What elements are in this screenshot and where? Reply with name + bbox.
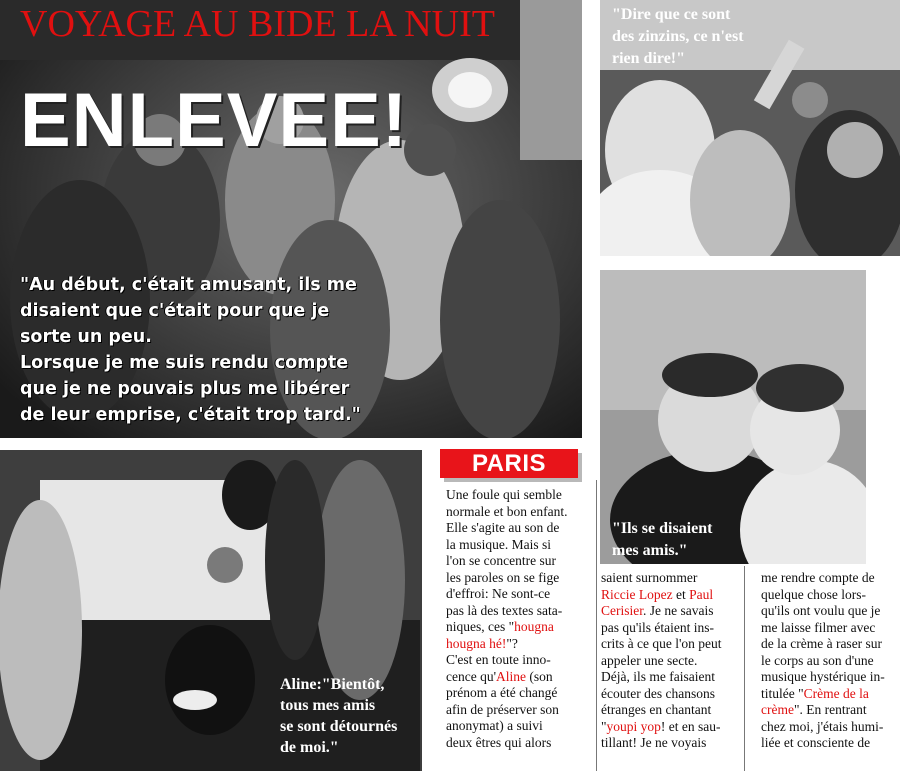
article-text: anonymat) a suivi: [446, 718, 543, 733]
article-text: Déjà, ils me faisaient: [601, 669, 715, 684]
bottom-left-quote-line: se sont détournés: [280, 718, 398, 735]
article-text: pas là des textes sata-: [446, 602, 563, 618]
highlighted-text: Crème de la: [803, 685, 869, 701]
article-text: l'on se concentre sur: [446, 553, 557, 568]
main-quote: [20, 272, 580, 428]
column-divider: [596, 480, 597, 771]
highlighted-text: crème: [761, 702, 794, 717]
main-quote-line: disaient que c'était pour que je: [20, 301, 330, 321]
bottom-left-quote-line: tous mes amis: [280, 697, 376, 714]
article-line: [446, 520, 596, 537]
article-line: [446, 735, 596, 752]
article-text: niques, ces ": [446, 619, 515, 634]
article-text: ": [601, 718, 607, 734]
article-text: les paroles on se fige: [446, 569, 560, 585]
article-text: liée et consciente de: [761, 735, 871, 750]
article-line: [446, 685, 596, 702]
article-text: pas qu'ils étaient ins-: [601, 619, 715, 635]
section-banner: [440, 449, 578, 478]
article-line: [761, 669, 899, 686]
article-text: ! et en sau-: [660, 718, 721, 734]
article-text: et: [672, 586, 690, 602]
article-text: "?: [506, 635, 518, 651]
main-quote-line: sorte un peu.: [20, 327, 152, 347]
article-line: [601, 735, 737, 752]
article-line: [446, 603, 596, 620]
article-line: [601, 669, 737, 686]
article-line: [601, 719, 737, 736]
article-line: [446, 718, 596, 735]
article-line: [601, 570, 737, 587]
kicker-title: VOYAGE AU BIDE LA NUIT: [20, 3, 495, 45]
article-text: me laisse filmer avec: [761, 619, 876, 635]
bottom-left-quote-line: Aline:"Bientôt,: [280, 676, 385, 693]
article-line: [601, 620, 737, 637]
article-text: d'effroi: Ne sont-ce: [446, 586, 551, 601]
top-right-quote: [612, 4, 792, 70]
highlighted-text: hougna: [514, 619, 554, 634]
article-line: [761, 719, 899, 736]
article-text: ". En rentrant: [793, 702, 867, 717]
article-line: [446, 504, 596, 521]
article-line: [761, 587, 899, 604]
article-text: qu'ils ont voulu que je: [761, 603, 881, 618]
article-text: chez moi, j'étais humi-: [761, 718, 884, 734]
article-text: de la crème à raser sur: [761, 636, 883, 651]
top-right-quote-line: des zinzins, ce n'est: [612, 28, 744, 45]
middle-right-quote-line: "Ils se disaient: [612, 520, 713, 537]
article-line: [446, 553, 596, 570]
article-text: prénom a été changé: [446, 685, 558, 700]
highlighted-text: Aline: [496, 668, 527, 684]
article-line: [761, 570, 899, 587]
article-text: la musique. Mais si: [446, 536, 551, 552]
bottom-left-quote-line: de moi.": [280, 739, 339, 756]
main-quote-line: "Au début, c'était amusant, ils me: [20, 275, 357, 295]
article-text: crits à ce que l'on peut: [601, 636, 722, 651]
article-line: [761, 636, 899, 653]
article-text: étranges en chantant: [601, 702, 712, 717]
middle-right-quote-line: mes amis.": [612, 542, 688, 559]
column-divider: [744, 566, 745, 771]
article-column-2: [601, 570, 737, 752]
article-text: cence qu': [446, 668, 497, 684]
article-text: appeler une secte.: [601, 652, 698, 668]
article-line: [601, 702, 737, 719]
article-column-1: [446, 487, 596, 751]
main-quote-line: que je ne pouvais plus me libérer: [20, 379, 350, 399]
highlighted-text: hougna hé!: [446, 635, 507, 651]
article-line: [446, 487, 596, 504]
top-right-quote-line: rien dire!": [612, 50, 686, 67]
article-line: [601, 587, 737, 604]
article-column-3: [761, 570, 899, 752]
article-text: quelque chose lors-: [761, 586, 866, 602]
article-line: [761, 686, 899, 703]
middle-right-quote: [612, 518, 752, 562]
article-line: [761, 702, 899, 719]
article-line: [446, 669, 596, 686]
article-text: (son: [526, 668, 553, 684]
highlighted-text: Paul: [689, 586, 714, 602]
article-text: écouter des chansons: [601, 685, 715, 701]
main-quote-line: de leur emprise, c'était trop tard.": [20, 405, 361, 425]
article-text: afin de préserver son: [446, 701, 559, 717]
article-line: [446, 652, 596, 669]
article-text: me rendre compte de: [761, 570, 875, 585]
article-line: [601, 653, 737, 670]
headline: ENLEVEE!: [20, 78, 409, 163]
article-text: le corps au son d'une: [761, 652, 874, 668]
bottom-left-quote: [280, 674, 420, 758]
article-line: [761, 603, 899, 620]
article-line: [446, 570, 596, 587]
article-text: saient surnommer: [601, 570, 698, 585]
article-text: normale et bon enfant.: [446, 503, 568, 519]
article-text: Elle s'agite au son de: [446, 520, 560, 535]
article-line: [761, 620, 899, 637]
article-line: [446, 619, 596, 636]
article-text: musique hystérique in-: [761, 669, 885, 684]
highlighted-text: youpi yop: [606, 718, 661, 734]
article-text: C'est en toute inno-: [446, 652, 551, 667]
main-quote-line: Lorsque je me suis rendu compte: [20, 353, 349, 373]
article-line: [601, 686, 737, 703]
article-line: [446, 636, 596, 653]
article-line: [446, 537, 596, 554]
article-line: [761, 735, 899, 752]
article-text: deux êtres qui alors: [446, 734, 552, 750]
article-text: . Je ne savais: [643, 603, 714, 618]
article-line: [601, 636, 737, 653]
top-right-quote-line: "Dire que ce sont: [612, 6, 731, 23]
article-text: Une foule qui semble: [446, 487, 562, 502]
article-text: tillant! Je ne voyais: [601, 735, 707, 750]
article-line: [446, 586, 596, 603]
section-label: PARIS: [471, 449, 547, 477]
article-line: [601, 603, 737, 620]
highlighted-text: Cerisier: [601, 603, 643, 618]
article-line: [761, 653, 899, 670]
highlighted-text: Riccie Lopez: [601, 586, 673, 602]
article-line: [446, 702, 596, 719]
article-text: titulée ": [761, 685, 804, 701]
